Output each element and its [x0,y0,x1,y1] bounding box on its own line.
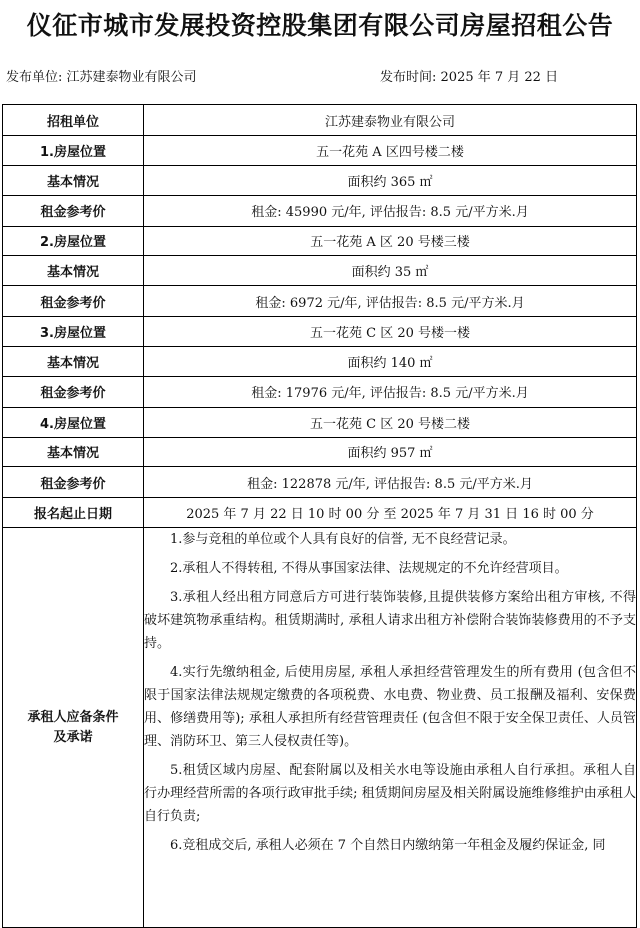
condition-item: 2.承租人不得转租, 不得从事国家法律、法规规定的不允许经营项目。 [170,561,568,577]
row-value: 五一花苑 C 区 20 号楼二楼 [144,407,637,437]
row-label: 2.房屋位置 [3,226,144,256]
table-row [3,195,637,226]
row-label: 基本情况 [3,346,144,376]
row-value: 江苏建泰物业有限公司 [144,105,637,136]
publish-time-info [380,66,558,85]
row-label: 3.房屋位置 [3,317,144,347]
row-value: 五一花苑 A 区四号楼二楼 [144,136,637,166]
row-value: 五一花苑 C 区 20 号楼一楼 [144,317,637,347]
row-label: 基本情况 [3,256,144,286]
page-title: 仪征市城市发展投资控股集团有限公司房屋招租公告 [26,11,614,40]
condition-item: 6.竞租成交后, 承租人必须在 7 个自然日内缴纳第一年租金及履约保证金, 同 [170,838,606,854]
table-row [3,437,637,467]
conditions-label-line-1: 承租人应备条件 [27,709,119,725]
publisher-info [6,66,197,85]
row-value: 租金: 122878 元/年, 评估报告: 8.5 元/平方米.月 [144,467,637,498]
row-value: 面积约 35 ㎡ [144,256,637,286]
table-row [3,256,637,286]
row-value: 2025 年 7 月 22 日 10 时 00 分 至 2025 年 7 月 31 日 16 时 00 分 [144,498,637,528]
row-value: 租金: 17976 元/年, 评估报告: 8.5 元/平方米.月 [144,376,637,407]
table-row [3,467,637,498]
condition-item: 3.承租人经出租方同意后方可进行装饰装修,且提供装修方案给出租方审核, 不得破坏建筑物承重结构。租赁期满时, 承租人请求出租方补偿附合装饰装修费用的不予支持。 [144,590,636,652]
row-label: 报名起止日期 [3,498,144,528]
row-label: 租金参考价 [3,195,144,226]
table-row [3,136,637,166]
table-row [3,407,637,437]
rental-info-table [2,104,637,928]
row-value: 租金: 6972 元/年, 评估报告: 8.5 元/平方米.月 [144,286,637,317]
row-value: 面积约 365 ㎡ [144,165,637,195]
publisher-value: 江苏建泰物业有限公司 [66,70,197,85]
row-label: 1.房屋位置 [3,136,144,166]
row-label: 租金参考价 [3,376,144,407]
table-row [3,376,637,407]
row-label: 租金参考价 [3,286,144,317]
table-row [3,286,637,317]
conditions-content [144,528,637,928]
row-value: 五一花苑 A 区 20 号楼三楼 [144,226,637,256]
condition-item: 1.参与竞租的单位或个人具有良好的信誉, 无不良经营记录。 [170,532,516,548]
row-value: 租金: 45990 元/年, 评估报告: 8.5 元/平方米.月 [144,195,637,226]
row-value: 面积约 957 ㎡ [144,437,637,467]
table-row [3,226,637,256]
row-label: 招租单位 [3,105,144,136]
table-row [3,165,637,195]
conditions-label-line-2: 及承诺 [53,729,93,745]
row-label: 租金参考价 [3,467,144,498]
publish-time-label: 发布时间: [380,70,437,85]
publish-time-value: 2025 年 7 月 22 日 [440,70,559,85]
table-row [3,498,637,528]
publisher-label: 发布单位: [6,70,63,85]
condition-item: 4.实行先缴纳租金, 后使用房屋, 承租人承担经营管理发生的所有费用 (包含但不限于国家法律法规规定缴费的各项税费、水电费、物业费、员工报酬及福利、安保费用、修缮费用等); 承租人承担所有经营管理责任 (包含但不限于安全保卫责任、人员管理、消防环卫、第三人侵权责任等)。 [144,665,636,750]
row-value: 面积约 140 ㎡ [144,346,637,376]
table-row [3,105,637,136]
row-label: 基本情况 [3,437,144,467]
row-label: 基本情况 [3,165,144,195]
row-label: 4.房屋位置 [3,407,144,437]
table-row [3,346,637,376]
conditions-row [3,528,637,928]
table-row [3,317,637,347]
conditions-label [3,528,144,928]
condition-item: 5.租赁区域内房屋、配套附属以及相关水电等设施由承租人自行承担。承租人自行办理经营所需的各项行政审批手续; 租赁期间房屋及相关附属设施维修维护由承租人自行负责; [144,763,636,825]
